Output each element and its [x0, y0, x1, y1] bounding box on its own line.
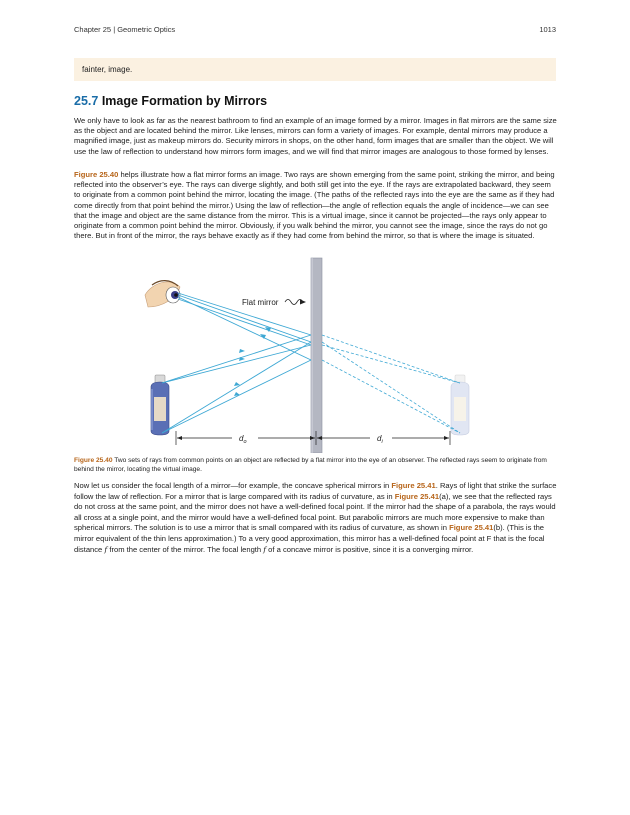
caption-figure-link[interactable]: Figure 25.40: [74, 457, 113, 464]
figure-link[interactable]: Figure 25.40: [74, 170, 119, 179]
virtual-rays: [322, 335, 460, 433]
figure-link[interactable]: Figure 25.41: [449, 523, 494, 533]
paragraph-text: of a concave mirror is positive, since it is a converging mirror.: [266, 544, 474, 554]
paragraph-intro: We only have to look as far as the nearest bathroom to find an example of an image formed by a mirror. Images in flat mirrors are the same size as the object and are located behind the mirror. Like lenses, mirrors can form a variety of images. For example, dental mirrors may produce a magnified image, just as makeup mirrors do. Security mirrors in shops, on the other hand, form images that are smaller than the object. We will use the law of reflection to understand how mirrors form images, and we will find that mirror images are analogous to those formed by lenses.: [74, 116, 557, 156]
caption-text: Two sets of rays from common points on an object are reflected by a flat mirror into the eye of an observer. The reflected rays seem to originate from behind the mirror, locating the virtual image.: [74, 457, 547, 473]
focal-symbol: f: [104, 544, 108, 554]
figure-caption: [74, 456, 556, 474]
paragraph-text: Now let us consider the focal length of a mirror—for example, the concave spherical mirrors in: [74, 481, 392, 490]
paragraph-figure-explanation: [74, 170, 558, 241]
paragraph-text: (b). (This is the mirror equivalent of the thin lens approximation.) To a very good approximation, this mirror has a well-defined focal point at F that is the focal distance: [74, 523, 545, 554]
object-bottle: [151, 375, 169, 435]
flat-mirror: [311, 258, 322, 453]
image-distance-label: $d_i$: [377, 434, 383, 445]
chapter-title: Chapter 25 | Geometric Optics: [74, 25, 176, 34]
light-rays: [162, 293, 311, 433]
section-number: 25.7: [74, 94, 99, 108]
note-box: [74, 58, 556, 81]
virtual-image-bottle: [451, 375, 469, 435]
paragraph-text: from the center of the mirror. The focal length: [107, 544, 264, 554]
focal-symbol: f: [263, 544, 267, 554]
figure-link[interactable]: Figure 25.41: [391, 481, 436, 490]
page-number: 1013: [539, 25, 556, 34]
paragraph-text: (a), we see that the reflected rays do not cross at the same point, and the mirror does not have a well-defined focal point. If the mirror had the shape of a parabola, the rays would all cross at a single point, and the mirror would have a well-defined focal point. But parabolic mirrors are much more expensive to make than spherical mirrors. The solution is to use a mirror that is small compared with its radius of curvature, as shown in: [74, 491, 556, 533]
object-distance-label: $d_o$: [239, 434, 247, 445]
mirror-label: Flat mirror: [242, 298, 279, 307]
mirror-label-arrow: [300, 300, 306, 305]
section-heading: [74, 94, 267, 108]
paragraph-focal-length: [74, 481, 558, 555]
paragraph-text: . Rays of light that strike the surface follow the law of reflection. For a mirror that is large compared with its radius of curvature, as in: [74, 481, 557, 501]
eye-icon: [145, 281, 180, 307]
paragraph-text: helps illustrate how a flat mirror forms an image. Two rays are shown emerging from the same point, striking the mirror, and being reflected into the observer’s eye. The rays can diverge slightly, and both still get into the eye. If the rays are extrapolated backward, they seem to originate from a common point behind the mirror, locating the image. (The paths of the reflected rays into the eye are the same as if they had come directly from that point behind the mirror.) Using the law of reflection—the angle of reflection equals the angle of incidence—we can see that the image and object are the same distance from the mirror. This is a virtual image, since it cannot be projected—the rays only appear to originate from a common point behind the mirror. Obviously, if you walk behind the mirror, you cannot see the image, since the rays do not go there. But in front of the mirror, the rays behave exactly as if they had come from behind the mirror, so that is where the image is situated.: [74, 170, 555, 241]
note-text: fainter, image.: [82, 65, 133, 74]
flat-mirror-figure: [140, 255, 480, 453]
section-title: Image Formation by Mirrors: [101, 94, 268, 108]
figure-link[interactable]: Figure 25.41: [394, 491, 440, 501]
